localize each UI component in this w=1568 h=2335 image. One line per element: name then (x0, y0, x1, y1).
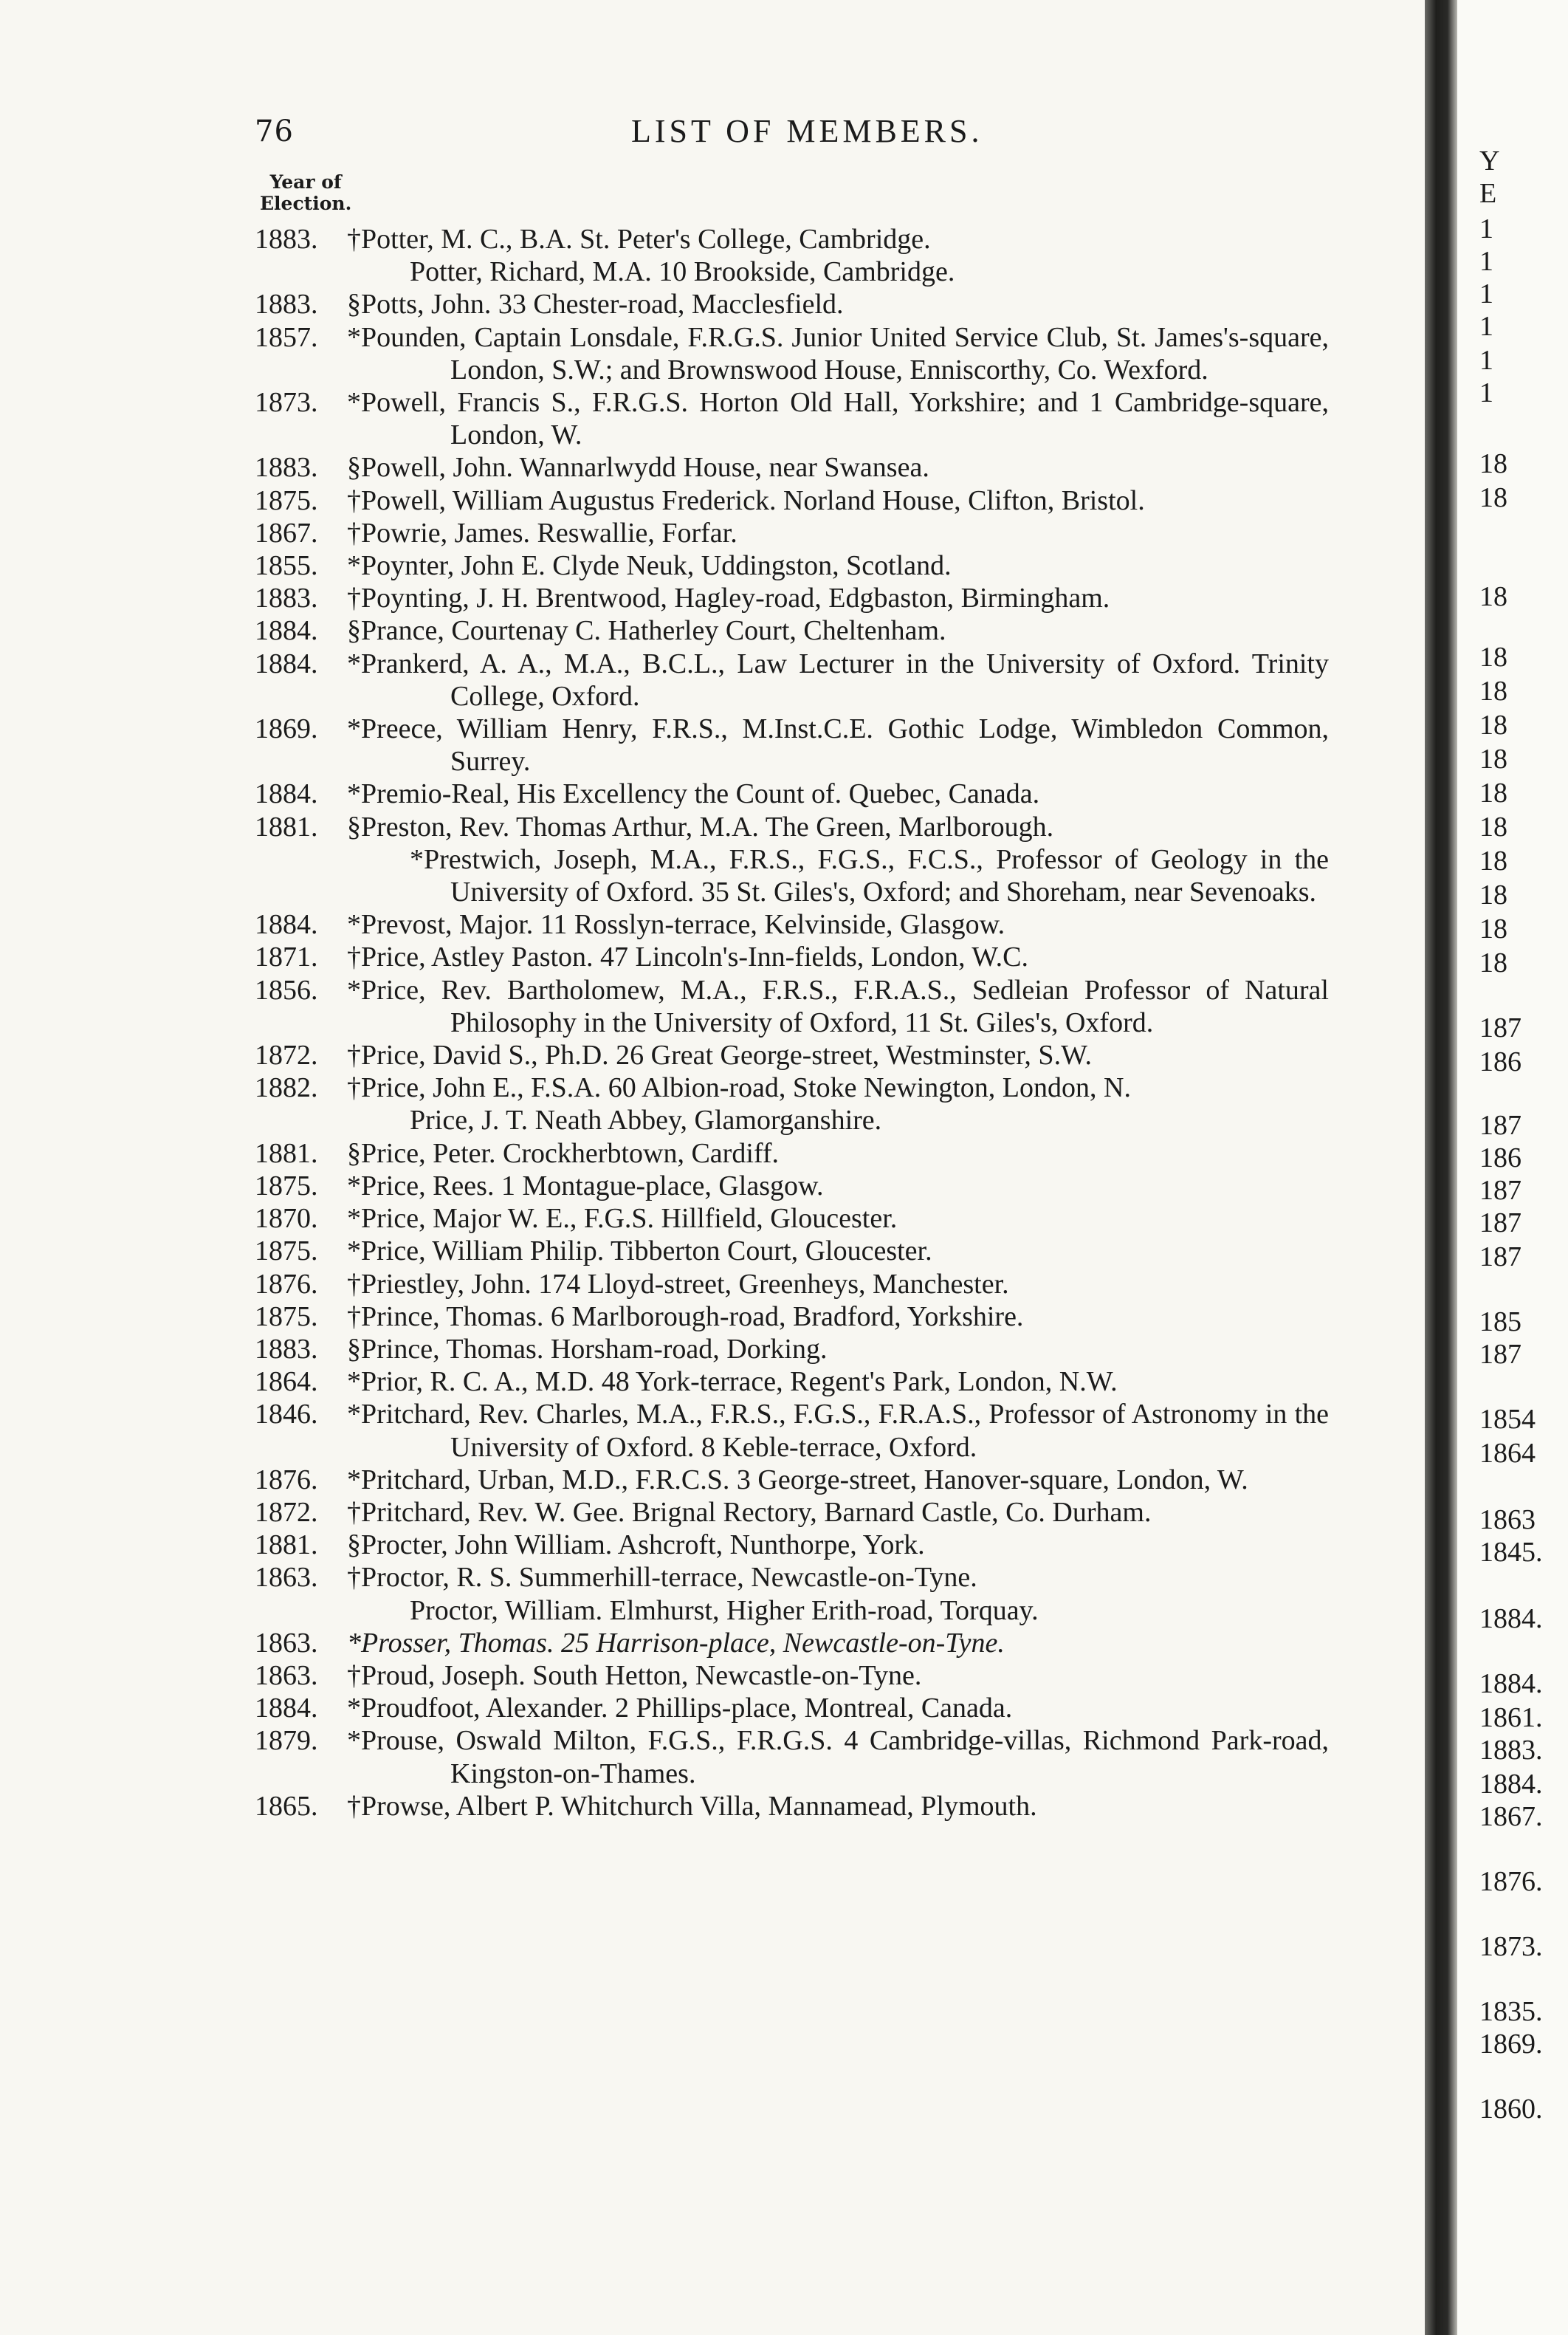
member-entry (255, 386, 1329, 451)
facing-page-year: 18 (1479, 581, 1507, 612)
facing-page-year: 1854 (1479, 1404, 1536, 1435)
election-year: 1865. (255, 1790, 318, 1822)
facing-page-year: 1845. (1479, 1537, 1543, 1568)
member-entry (255, 974, 1329, 1039)
facing-page-year: 18 (1479, 947, 1507, 978)
election-year: 1876. (255, 1268, 318, 1300)
member-entry (255, 648, 1329, 713)
facing-page-year: 1863 (1479, 1504, 1536, 1535)
election-year: 1884. (255, 1693, 318, 1724)
member-entry (255, 484, 1329, 517)
facing-page-year: 1 (1479, 213, 1493, 244)
member-details: *Prior, R. C. A., M.D. 48 York-terrace, Regent's Park, London, N.W. (347, 1366, 1118, 1398)
member-details: †Potter, M. C., B.A. St. Peter's College, Cambridge. (347, 224, 931, 255)
facing-page-year: 187 (1479, 1207, 1521, 1238)
year-heading-line1: Year of (269, 171, 342, 193)
facing-page-year: 187 (1479, 1241, 1521, 1272)
facing-page-year: 186 (1479, 1046, 1521, 1077)
member-details: *Pritchard, Urban, M.D., F.R.C.S. 3 George-street, Hanover-square, London, W. (347, 1464, 1248, 1495)
member-details: †Powell, William Augustus Frederick. Norland House, Clifton, Bristol. (347, 484, 1145, 516)
member-details: §Procter, John William. Ashcroft, Nunthorpe, York. (347, 1529, 925, 1561)
member-entry (255, 713, 1329, 778)
member-details: *Price, Major W. E., F.G.S. Hillfield, Gloucester. (347, 1203, 898, 1235)
member-details: Potter, Richard, M.A. 10 Brookside, Cambridge. (410, 256, 955, 288)
member-details: †Poynting, J. H. Brentwood, Hagley-road, Edgbaston, Birmingham. (347, 583, 1110, 614)
member-entry (255, 1202, 1329, 1235)
member-entry (255, 1268, 1329, 1300)
facing-page-year: 1861. (1479, 1702, 1543, 1733)
election-year: 1857. (255, 321, 318, 353)
facing-page-year: 18 (1479, 744, 1507, 775)
election-year: 1872. (255, 1496, 318, 1528)
facing-page-year: 1876. (1479, 1866, 1543, 1897)
member-details: Price, J. T. Neath Abbey, Glamorganshire. (410, 1105, 882, 1136)
member-entry (255, 1496, 1329, 1529)
member-details: Proctor, William. Elmhurst, Higher Erith-road, Torquay. (410, 1594, 1039, 1626)
election-year: 1856. (255, 974, 318, 1006)
member-details: *Price, Rees. 1 Montague-place, Glasgow. (347, 1170, 824, 1201)
member-list (255, 223, 1329, 1823)
member-entry (255, 1072, 1329, 1104)
facing-page-year: 1864 (1479, 1438, 1536, 1469)
member-entry (255, 778, 1329, 810)
member-entry (255, 1170, 1329, 1202)
member-entry (255, 1333, 1329, 1365)
member-entry (255, 908, 1329, 941)
member-details: †Price, David S., Ph.D. 26 Great George-street, Westminster, S.W. (347, 1040, 1092, 1072)
facing-page-year: 1884. (1479, 1668, 1543, 1699)
election-year: 1882. (255, 1072, 318, 1104)
book-gutter (1425, 0, 1457, 2335)
facing-page-year: 18 (1479, 482, 1507, 513)
member-details: †Prowse, Albert P. Whitchurch Villa, Mannamead, Plymouth. (347, 1790, 1037, 1822)
member-entry (255, 549, 1329, 582)
election-year: 1884. (255, 615, 318, 647)
member-details: †Pritchard, Rev. W. Gee. Brignal Rectory, Barnard Castle, Co. Durham. (347, 1496, 1152, 1528)
page-title: LIST OF MEMBERS. (631, 113, 983, 149)
election-year: 1876. (255, 1464, 318, 1495)
election-year: 1881. (255, 1529, 318, 1561)
member-details: †Proctor, R. S. Summerhill-terrace, Newcastle-on-Tyne. (347, 1562, 977, 1594)
election-year: 1884. (255, 648, 318, 679)
facing-page-year: 18 (1479, 846, 1507, 877)
member-details: §Powell, John. Wannarlwydd House, near Swansea. (347, 452, 929, 484)
year-heading-line2: Election. (260, 193, 352, 214)
facing-page-year: 18 (1479, 710, 1507, 741)
election-year: 1863. (255, 1627, 318, 1659)
member-details: †Priestley, John. 174 Lloyd-street, Greenheys, Manchester. (347, 1268, 1009, 1300)
member-entry (255, 1659, 1329, 1692)
facing-page-year: 1873. (1479, 1931, 1543, 1962)
election-year: 1873. (255, 387, 318, 419)
facing-page-year: 1884. (1479, 1769, 1543, 1800)
member-details: *Prosser, Thomas. 25 Harrison-place, Newcastle-on-Tyne. (347, 1627, 1005, 1659)
member-details: *Prestwich, Joseph, M.A., F.R.S., F.G.S., F.C.S., Professor of Geology in the University of Oxford. 35 St. Giles's, Oxford; and Shoreham, near Sevenoaks. (410, 843, 1329, 908)
facing-page-year: 187 (1479, 1110, 1521, 1141)
member-details: *Preece, William Henry, F.R.S., M.Inst.C.E. Gothic Lodge, Wimbledon Common, Surrey. (347, 713, 1329, 778)
facing-page-year: 1860. (1479, 2094, 1543, 2125)
facing-page-year: 187 (1479, 1339, 1521, 1370)
facing-page-year: 1 (1479, 311, 1493, 342)
election-year: 1883. (255, 452, 318, 484)
member-entry (255, 256, 1329, 288)
facing-page-fragment (1457, 0, 1568, 2335)
facing-page-year: 1869. (1479, 2029, 1543, 2060)
member-entry (255, 811, 1329, 843)
member-details: †Proud, Joseph. South Hetton, Newcastle-on-Tyne. (347, 1659, 922, 1691)
election-year: 1864. (255, 1366, 318, 1398)
facing-page-year: 1883. (1479, 1735, 1543, 1766)
facing-page-year: 18 (1479, 913, 1507, 944)
member-details: †Prince, Thomas. 6 Marlborough-road, Bradford, Yorkshire. (347, 1300, 1024, 1332)
election-year: 1875. (255, 1235, 318, 1267)
member-entry (255, 1561, 1329, 1594)
election-year: 1875. (255, 484, 318, 516)
facing-page-year: 18 (1479, 448, 1507, 479)
election-year: 1863. (255, 1659, 318, 1691)
member-entry (255, 321, 1329, 386)
member-entry (255, 1529, 1329, 1561)
election-year: 1846. (255, 1399, 318, 1430)
member-entry (255, 451, 1329, 484)
member-entry (255, 1137, 1329, 1170)
facing-page-year: 1884. (1479, 1603, 1543, 1634)
election-year: 1883. (255, 583, 318, 614)
election-year: 1884. (255, 909, 318, 941)
election-year: 1881. (255, 1137, 318, 1169)
election-year: 1869. (255, 713, 318, 745)
member-entry (255, 1627, 1329, 1659)
facing-page-year: 1835. (1479, 1996, 1543, 2027)
facing-page-year: 1 (1479, 278, 1493, 309)
election-year: 1879. (255, 1725, 318, 1757)
member-details: §Price, Peter. Crockherbtown, Cardiff. (347, 1137, 779, 1169)
member-details: *Proudfoot, Alexander. 2 Phillips-place, Montreal, Canada. (347, 1693, 1013, 1724)
member-details: *Poynter, John E. Clyde Neuk, Uddingston, Scotland. (347, 550, 952, 582)
election-year: 1863. (255, 1562, 318, 1594)
member-entry (255, 1039, 1329, 1072)
member-entry (255, 582, 1329, 614)
facing-page-year: 18 (1479, 676, 1507, 707)
member-entry (255, 1692, 1329, 1724)
election-year: 1875. (255, 1170, 318, 1201)
member-entry (255, 1235, 1329, 1267)
year-of-election-heading (260, 171, 351, 214)
member-entry (255, 1365, 1329, 1398)
member-entry (255, 223, 1329, 256)
facing-page-year: E (1479, 178, 1497, 209)
facing-page-year: 186 (1479, 1142, 1521, 1173)
election-year: 1881. (255, 811, 318, 843)
election-year: 1870. (255, 1203, 318, 1235)
facing-page-year: 1 (1479, 246, 1493, 277)
member-details: *Price, Rev. Bartholomew, M.A., F.R.S., F.R.A.S., Sedleian Professor of Natural Philosophy in the University of Oxford, 11 St. Giles's, Oxford. (347, 974, 1329, 1038)
election-year: 1883. (255, 289, 318, 320)
facing-page-year: Y (1479, 145, 1500, 176)
member-details: †Price, John E., F.S.A. 60 Albion-road, Stoke Newington, London, N. (347, 1072, 1131, 1104)
member-details: *Prankerd, A. A., M.A., B.C.L., Law Lecturer in the University of Oxford. Trinity College, Oxford. (347, 648, 1329, 712)
member-details: §Prance, Courtenay C. Hatherley Court, Cheltenham. (347, 615, 946, 647)
facing-page-year: 185 (1479, 1306, 1521, 1337)
member-details: *Price, William Philip. Tibberton Court, Gloucester. (347, 1235, 932, 1267)
facing-page-year: 1 (1479, 377, 1493, 408)
member-entry (255, 843, 1329, 908)
member-details: §Preston, Rev. Thomas Arthur, M.A. The Green, Marlborough. (347, 811, 1054, 843)
member-entry (255, 288, 1329, 320)
member-entry (255, 1724, 1329, 1789)
page-number: 76 (255, 114, 294, 148)
member-entry (255, 1300, 1329, 1333)
election-year: 1855. (255, 550, 318, 582)
member-details: *Prevost, Major. 11 Rosslyn-terrace, Kelvinside, Glasgow. (347, 909, 1005, 941)
facing-page-year: 18 (1479, 880, 1507, 911)
member-details: †Powrie, James. Reswallie, Forfar. (347, 517, 737, 549)
member-entry (255, 941, 1329, 973)
facing-page-year: 18 (1479, 812, 1507, 843)
facing-page-year: 187 (1479, 1012, 1521, 1043)
facing-page-year: 1 (1479, 345, 1493, 376)
election-year: 1875. (255, 1300, 318, 1332)
member-details: *Powell, Francis S., F.R.G.S. Horton Old Hall, Yorkshire; and 1 Cambridge-square, London, W. (347, 387, 1329, 451)
member-entry (255, 614, 1329, 647)
member-entry (255, 1464, 1329, 1496)
facing-page-year: 18 (1479, 778, 1507, 809)
member-details: *Premio-Real, His Excellency the Count of. Quebec, Canada. (347, 778, 1040, 810)
facing-page-year: 1867. (1479, 1801, 1543, 1832)
member-details: *Pritchard, Rev. Charles, M.A., F.R.S., F.G.S., F.R.A.S., Professor of Astronomy in the University of Oxford. 8 Keble-terrace, Oxford. (347, 1399, 1329, 1463)
member-entry (255, 517, 1329, 549)
election-year: 1884. (255, 778, 318, 810)
election-year: 1872. (255, 1040, 318, 1072)
member-entry (255, 1398, 1329, 1463)
member-details: *Pounden, Captain Lonsdale, F.R.G.S. Junior United Service Club, St. James's-square, London, S.W.; and Brownswood House, Enniscorthy, Co. Wexford. (347, 321, 1329, 385)
election-year: 1883. (255, 224, 318, 255)
member-details: †Price, Astley Paston. 47 Lincoln's-Inn-fields, London, W.C. (347, 942, 1029, 973)
member-details: *Prouse, Oswald Milton, F.G.S., F.R.G.S. 4 Cambridge-villas, Richmond Park-road, Kingston-on-Thames. (347, 1725, 1329, 1789)
facing-page-year: 18 (1479, 642, 1507, 673)
election-year: 1883. (255, 1333, 318, 1365)
member-details: §Potts, John. 33 Chester-road, Macclesfield. (347, 289, 844, 320)
facing-page-year: 187 (1479, 1175, 1521, 1206)
election-year: 1871. (255, 942, 318, 973)
election-year: 1867. (255, 517, 318, 549)
member-details: §Prince, Thomas. Horsham-road, Dorking. (347, 1333, 828, 1365)
member-entry (255, 1104, 1329, 1136)
member-entry (255, 1594, 1329, 1627)
member-entry (255, 1790, 1329, 1823)
